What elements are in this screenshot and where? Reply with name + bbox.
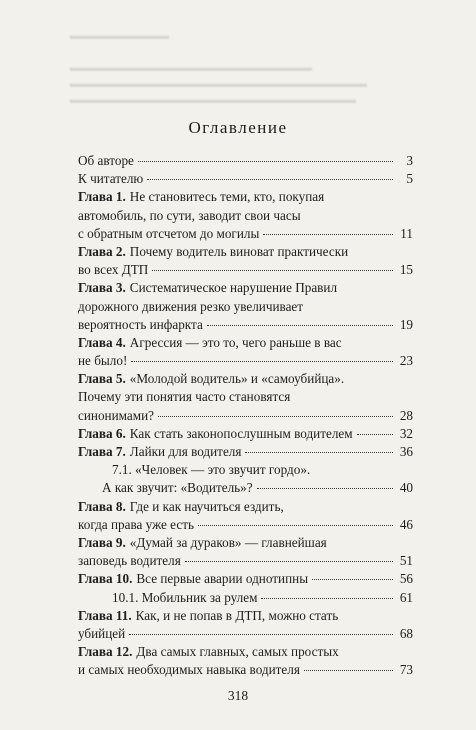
toc-line [78,388,413,406]
entry-title: Почему водитель виноват практически [129,243,349,259]
chapter-label: Глава 4. [78,334,126,350]
toc-line [78,316,413,334]
toc-entry[interactable] [78,425,413,443]
entry-title: Как стать законопослушным водителем [129,425,353,441]
chapter-label: Глава 11. [78,607,132,623]
entry-title: А как звучит: «Водитель»? [102,480,253,496]
entry-title: Агрессия — это то, чего раньше в вас [129,334,342,350]
toc-entry[interactable] [78,370,413,425]
chapter-label: Глава 5. [78,371,126,387]
toc-line [78,661,413,679]
entry-title: дорожного движения резко увеличивает [78,298,304,314]
entry-page-number: 28 [399,407,413,423]
chapter-label: Глава 9. [78,534,126,550]
entry-title: К читателю [78,171,144,187]
chapter-label: Глава 2. [78,243,126,259]
toc-line [78,625,413,643]
entry-title: 10.1. Мобильник за рулем [112,589,258,605]
toc-entry[interactable] [78,534,413,570]
toc-line [78,607,413,625]
entry-page-number: 73 [399,662,413,678]
toc-line [78,188,413,206]
entry-page-number: 46 [399,516,413,532]
toc-line [78,589,413,607]
chapter-label: Глава 12. [78,644,133,660]
toc-line [78,225,413,243]
toc-line [78,443,413,461]
chapter-label: Глава 7. [78,444,126,459]
toc-line [78,170,413,188]
entry-title: «Молодой водитель» и «самоубийца». [129,371,345,387]
entry-title: Об авторе [78,153,134,168]
entry-title: Лайки для водителя [129,444,242,459]
toc-entry[interactable] [78,498,413,534]
entry-page-number: 19 [399,316,413,332]
entry-title: 7.1. «Человек — это звучит гордо». [112,462,311,478]
toc-line [78,243,413,261]
chapter-label: Глава 6. [78,425,126,441]
entry-page-number: 51 [399,553,413,569]
entry-page-number: 56 [399,571,413,587]
toc-entry[interactable] [78,188,413,243]
toc-entry[interactable] [78,589,413,607]
toc-line [78,298,413,316]
entry-title: синонимами? [78,407,155,423]
toc-entry[interactable] [78,170,413,188]
dot-leader [147,179,393,180]
entry-title: «Думай за дураков» — главнейшая [129,534,327,550]
dot-leader [312,579,393,580]
dot-leader [257,488,393,489]
dot-leader [152,270,393,271]
entry-page-number: 3 [406,153,413,168]
page-number: 318 [227,688,249,703]
dot-leader [207,325,393,326]
toc-entry[interactable] [78,643,413,679]
toc-line [78,352,413,370]
toc-entry[interactable] [78,243,413,279]
entry-title: Как, и не попав в ДТП, можно стать [135,607,339,623]
entry-title: во всех ДТП [78,262,149,278]
toc-entry[interactable] [78,570,413,588]
entry-page-number: 36 [399,444,413,459]
toc-line [78,334,413,352]
toc-line [78,498,413,516]
toc-line [78,516,413,534]
entry-page-number: 15 [399,262,413,278]
toc-line [78,370,413,388]
bleed-through-text: ▬▬▬▬▬▬▬▬▬ ▬▬▬▬▬▬▬▬▬▬▬▬▬▬▬▬▬▬▬▬▬▬ ▬▬▬▬▬▬▬▬▬▬▬▬▬▬▬▬▬▬▬▬▬▬▬▬▬▬▬ ▬▬▬▬▬▬▬▬▬▬▬▬▬▬▬▬▬▬▬▬▬▬▬▬▬▬ [70,30,367,106]
toc-line [78,152,413,170]
entry-page-number: 68 [399,625,413,641]
entry-title: не было! [78,353,128,369]
entry-title: вероятность инфаркта [78,316,203,332]
dot-leader [129,634,393,635]
toc-line [78,479,413,497]
toc-line [78,461,413,479]
dot-leader [245,452,393,453]
entry-title: Не становитесь теми, кто, покупая [129,189,325,205]
entry-page-number: 5 [406,171,413,187]
entry-title: Два самых главных, самых простых [136,644,339,660]
toc-line [78,534,413,552]
dot-leader [158,416,393,417]
toc-line [78,261,413,279]
entry-page-number: 40 [399,480,413,496]
toc-entry[interactable] [78,279,413,334]
entry-title: Почему эти понятия часто становятся [78,389,291,405]
entry-page-number: 11 [400,225,413,241]
entry-title: автомобиль, по сути, заводит свои часы [78,207,301,223]
dot-leader [185,561,393,562]
dot-leader [261,598,393,599]
toc-entry[interactable] [78,461,413,497]
dot-leader [357,434,393,435]
toc-entry[interactable] [78,607,413,643]
entry-page-number: 23 [399,353,413,369]
toc-entry[interactable] [78,334,413,370]
entry-title: убийцей [78,625,126,641]
entry-title: заповедь водителя [78,553,181,569]
entry-title: Где и как научиться ездить, [129,498,284,514]
dot-leader [138,161,393,162]
chapter-label: Глава 8. [78,498,126,514]
entry-title: когда права уже есть [78,516,194,532]
entry-title: и самых необходимых навыка водителя [78,662,300,678]
entry-title: с обратным отсчетом до могилы [78,225,260,241]
chapter-label: Глава 10. [78,571,133,587]
entry-page-number: 32 [399,425,413,441]
toc-line [78,407,413,425]
toc-heading: Оглавление [188,118,288,137]
dot-leader [198,525,393,526]
toc-line [78,643,413,661]
toc-line [78,207,413,225]
toc-entry[interactable] [78,152,413,170]
dot-leader [131,361,393,362]
table-of-contents [78,152,413,679]
dot-leader [304,670,393,671]
chapter-label: Глава 3. [78,280,126,296]
toc-line [78,570,413,588]
entry-page-number: 61 [399,589,413,605]
toc-entry[interactable] [78,443,413,461]
toc-line [78,279,413,297]
toc-line [78,425,413,443]
toc-line [78,552,413,570]
entry-title: Все первые аварии однотипны [136,571,309,587]
dot-leader [263,234,393,235]
entry-title: Систематическое нарушение Правил [129,280,338,296]
chapter-label: Глава 1. [78,189,126,205]
